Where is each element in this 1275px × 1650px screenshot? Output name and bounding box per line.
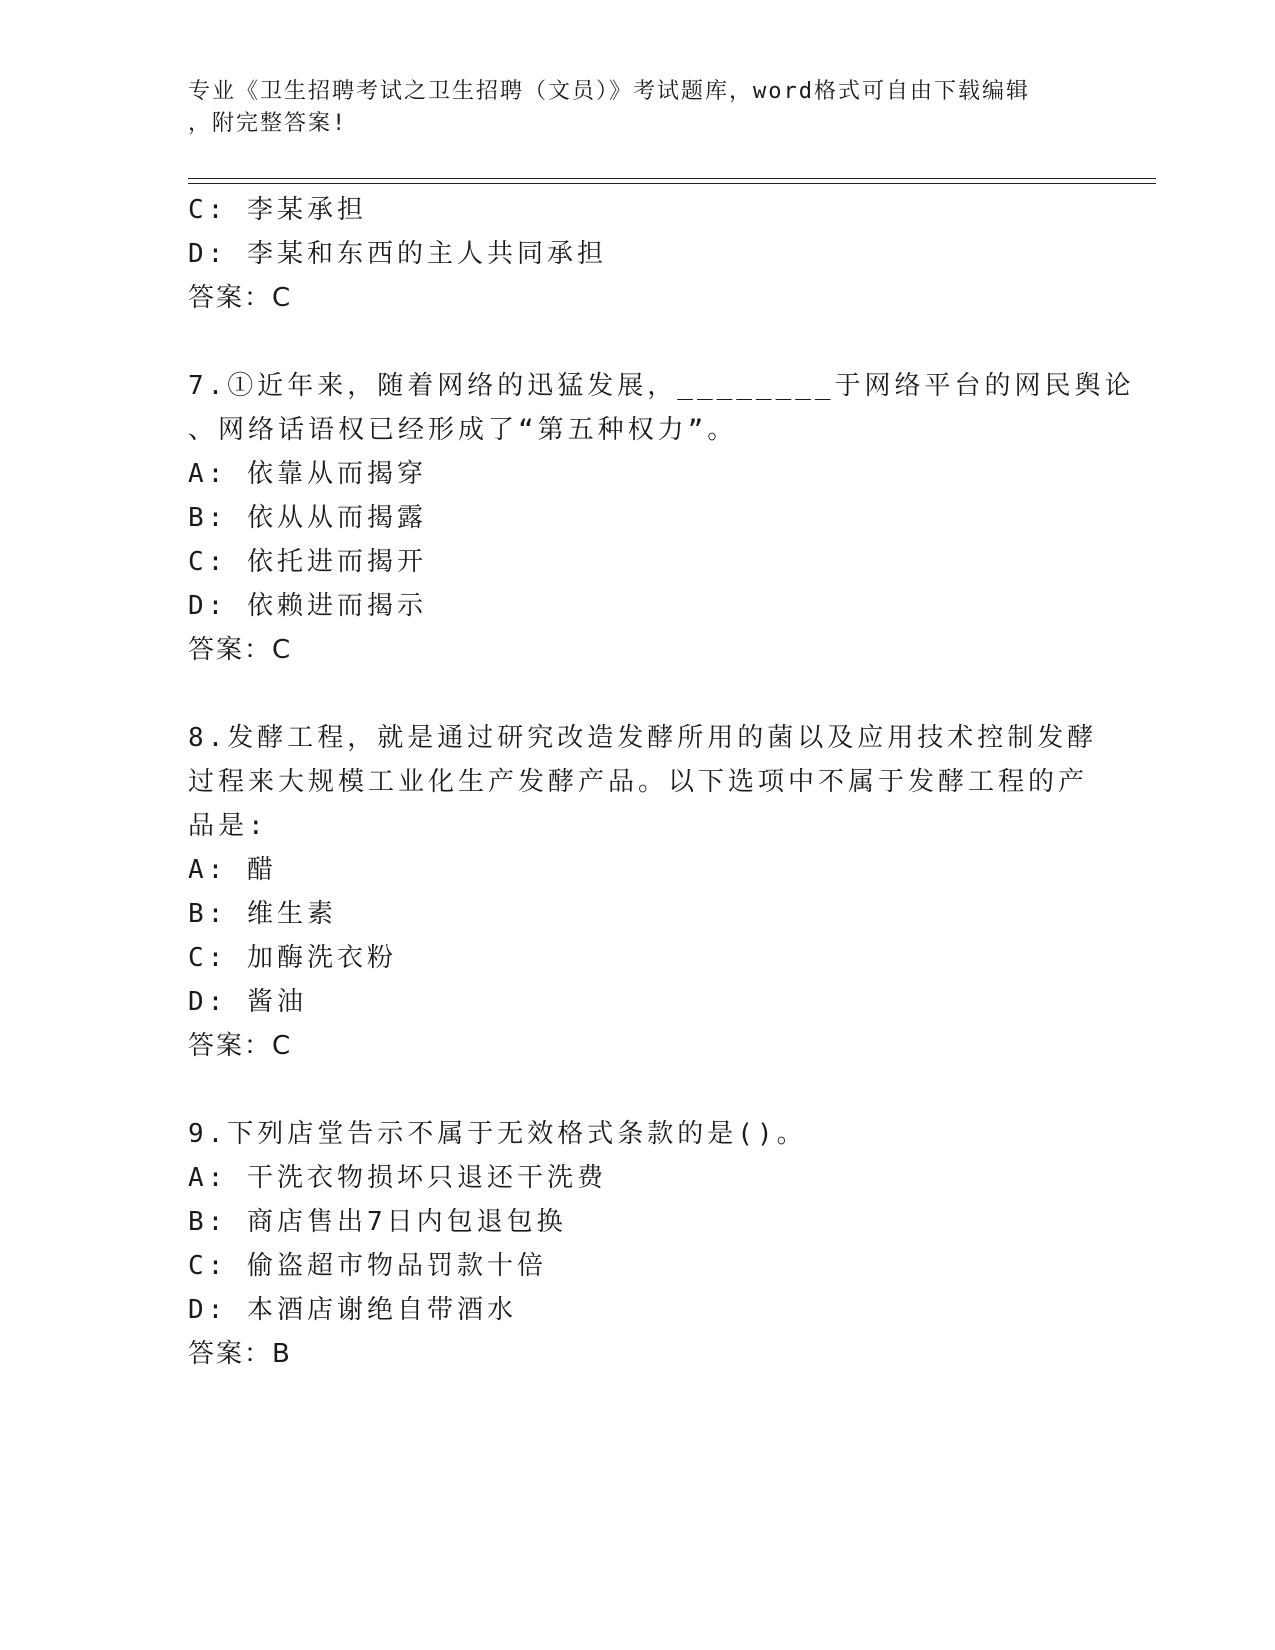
header-line-2: ，附完整答案! bbox=[188, 111, 348, 136]
question-8-line-3: 品是: bbox=[188, 811, 268, 841]
header-line-1: 专业《卫生招聘考试之卫生招聘（文员）》考试题库，word格式可自由下载编辑 bbox=[188, 79, 1030, 104]
question-8-option-a: A: 醋 bbox=[188, 855, 277, 885]
question-7-option-d: D: 依赖进而揭示 bbox=[188, 591, 427, 621]
question-8-line-2: 过程来大规模工业化生产发酵产品。以下选项中不属于发酵工程的产 bbox=[188, 767, 1089, 797]
question-9-option-b: B: 商店售出7日内包退包换 bbox=[188, 1207, 567, 1237]
question-8-line-1: 8.发酵工程，就是通过研究改造发酵所用的菌以及应用技术控制发酵 bbox=[188, 723, 1098, 753]
question-7-option-a: A: 依靠从而揭穿 bbox=[188, 459, 427, 489]
question-8-option-d: D: 酱油 bbox=[188, 987, 307, 1017]
question-8-answer: 答案：C bbox=[188, 1031, 293, 1061]
question-7-option-c: C: 依托进而揭开 bbox=[188, 547, 427, 577]
question-9-answer: 答案：B bbox=[188, 1339, 292, 1369]
question-9-option-a: A: 干洗衣物损坏只退还干洗费 bbox=[188, 1163, 607, 1193]
question-9-option-c: C: 偷盗超市物品罚款十倍 bbox=[188, 1251, 547, 1281]
option-c: C: 李某承担 bbox=[188, 195, 367, 225]
answer-line: 答案：C bbox=[188, 283, 293, 313]
question-9-line-1: 9.下列店堂告示不属于无效格式条款的是()。 bbox=[188, 1119, 807, 1149]
question-7-line-1: 7.①近年来，随着网络的迅猛发展，________于网络平台的网民舆论 bbox=[188, 371, 1135, 401]
question-8-option-c: C: 加酶洗衣粉 bbox=[188, 943, 397, 973]
question-7-answer: 答案：C bbox=[188, 635, 293, 665]
document-header bbox=[188, 76, 1068, 140]
question-8-option-b: B: 维生素 bbox=[188, 899, 337, 929]
header-divider-top bbox=[188, 178, 1156, 179]
question-9-option-d: D: 本酒店谢绝自带酒水 bbox=[188, 1295, 517, 1325]
header-divider-bottom bbox=[188, 183, 1156, 184]
question-7-line-2: 、网络话语权已经形成了“第五种权力”。 bbox=[188, 415, 738, 445]
question-7-option-b: B: 依从从而揭露 bbox=[188, 503, 427, 533]
option-d: D: 李某和东西的主人共同承担 bbox=[188, 239, 607, 269]
